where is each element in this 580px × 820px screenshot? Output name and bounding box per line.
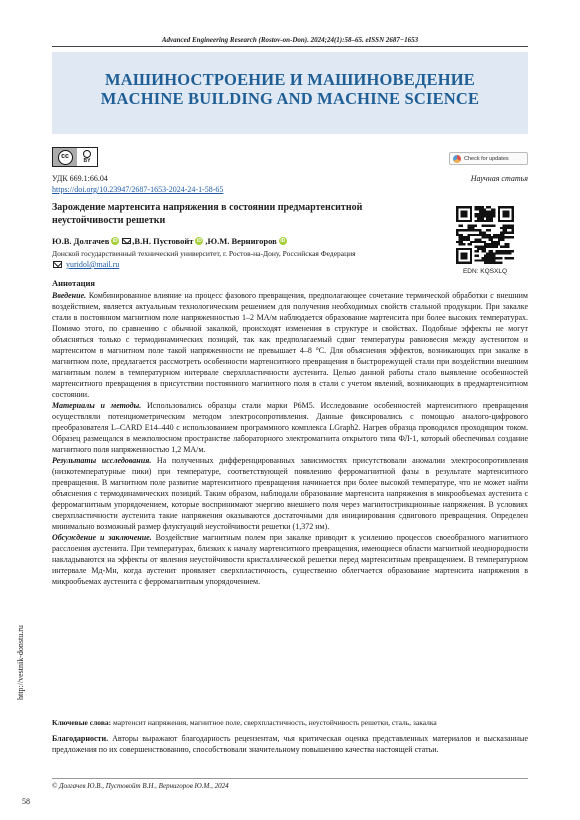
author-line [52,236,289,246]
cc-icon [53,148,77,166]
section-label: Результаты исследования. [52,456,152,465]
check-for-updates-button[interactable] [449,152,528,165]
section-label: Обсуждение и заключение. [52,533,152,542]
qr-code-icon [456,206,514,264]
section-label: Материалы и методы. [52,401,142,410]
abstract-discussion [52,532,528,587]
page-number: 58 [22,797,30,806]
abstract-methods [52,400,528,455]
section-title-en: MACHINE BUILDING AND MACHINE SCIENCE [100,89,480,108]
keywords [52,718,528,728]
keywords-text: мартенсит напряжения, магнитное поле, сверхпластичность, неустойчивость решетки, сталь, закалка [111,718,437,727]
crossmark-icon [453,155,461,163]
abstract-body [52,290,528,587]
paragraph-text: Комбинированное влияние на процесс фазового превращения, предполагающее сочетание термической обработки с внешним воздействием, является актуальным технологическим решением для получения необходимых свойств стальной продукции. При закалке стали в постоянном магнитном поле напряженностью 1–2 МА/м наблюдается образование мартенсита при более высоких температурах. Помимо этого, по сравнению с обычной закалкой, происходят изменения в структуре и свойствах. Подобные эффекты не могут объясняться только с термодинамических позиций, так как предполагаемый сдвиг температуры равновесия между аустенитом и мартенситом в магнитном поле такой напряженности не превышает 4–8 °С. Для объяснения эффектов, возникающих при закалке в магнитном поле, предлагается рассмотреть особенности мартенситного превращения в быстрорежущей стали при воздействии внешним магнитным полем в температурном интервале сверхпластичности аустенита. Целью данной работы стало выявление особенностей мартенситного превращения в присутствии постоянного магнитного поля в стали с учетом явлений, возникающих в предмартенситном состоянии. [52,291,528,399]
article-type: Научная статья [470,174,528,183]
edn-code: EDN: KQSXLQ [462,268,508,275]
cc-logo: cc [58,150,73,165]
udc-code: УДК 669.1:66.04 [52,174,108,183]
person-icon [83,150,91,158]
acknowledgements-label: Благодарности. [52,734,109,743]
journal-url[interactable]: http://vestnik-donstu.ru [16,625,25,700]
article-title: Зарождение мартенсита напряжения в состоянии предмартенситной неустойчивости решетки [52,202,363,226]
paragraph-text: На полученных дифференцированных зависимостях присутствовали аномалии электросопротивления (низкотемпературные пики) при температуре, соответствующей появлению ферромагнитной фазы в результате мартенситного превращения. В магнитном поле развитие мартенситного превращения начинается при более высокой температуре, что не может найти объяснения с термодинамических позиций. Таким образом, наблюдали образование мартенсита напряжения в микрообъемах аустенита с ферромагнитным упорядочением, которые воспринимают энергию внешнего поля через магнитострикционные напряжения. В условиях сверхпластичности аустенита такие напряжения оказываются достаточными для инициирования сдвигового превращения. Определен минимально возможный размер флуктуаций неустойчивости решетки (1,372 нм). [52,456,529,531]
abstract-introduction [52,290,528,400]
footer-rule [52,778,528,779]
by-label: BY [83,158,91,164]
acknowledgements-text: Авторы выражают благодарность рецензентам, чья критическая оценка представленных материалов и высказанные предложения по их совершенствованию, способствовали значительному повышению качества настоящей статьи. [52,734,528,754]
affiliation: Донской государственный технический университет, г. Ростов-на-Дону, Российская Федерация [52,249,356,258]
email-link[interactable]: yuridol@mail.ru [66,260,120,269]
envelope-icon[interactable] [122,238,131,245]
check-for-updates-label: Check for updates [464,155,509,162]
section-banner [52,52,528,134]
paragraph-text: Использовались образцы стали марки Р6М5. Исследование особенностей мартенситного превращения осуществляли потенциометрическим методом электросопротивления. Данные фиксировались с помощью аналого-цифрового преобразователя L–CARD E14–440 с использованием программного комплекса LGraph2. Нагрев образца проводился проходящим током. Образец размещался в межполюсном пространстве лабораторного электромагнита открытого типа ФЛ-1, который обеспечивал создание магнитного поля напряженностью 1,2 МА/м. [52,401,528,454]
author-name: Ю.М. Вернигоров [207,236,277,246]
envelope-icon [53,261,62,268]
paragraph-text: Воздействие магнитным полем при закалке приводит к усилению процессов своеобразного магнитного расслоения аустенита. При температурах, близких к началу мартенситного превращения, имеющиеся области магнитной неоднородности накладываются на эффекты от явления неустойчивости кристаллической решетки перед мартенситным превращением. В температурном интервале Мд-Мн, когда аустенит проявляет сверхпластичность, существенно облегчается образование мартенсита напряжения в микрообъемах аустенита с ферромагнитным упорядочением. [52,533,529,586]
abstract-results [52,455,528,532]
cc-by-license-badge[interactable] [52,147,98,167]
section-label: Введение. [52,291,87,300]
acknowledgements [52,733,528,755]
author-name: Ю.В. Долгачев [52,236,110,246]
orcid-icon[interactable]: iD [196,238,202,244]
by-icon [77,148,97,166]
copyright: © Долгачев Ю.В., Пустовойт В.Н., Вернигоров Ю.М., 2024 [52,782,229,790]
contact-email [52,260,119,269]
journal-header: Advanced Engineering Research (Rostov-on-Don). 2024;24(1):58–65. eISSN 2687−1653 [161,36,419,44]
author-separator: , [205,236,208,246]
author-separator: , [132,236,135,246]
abstract-heading: Аннотация [52,278,95,288]
orcid-icon[interactable]: iD [112,238,118,244]
section-title-ru: МАШИНОСТРОЕНИЕ И МАШИНОВЕДЕНИЕ [105,70,475,89]
author-name: В.Н. Пустовойт [134,236,194,246]
orcid-icon[interactable]: iD [280,238,286,244]
header-rule [52,46,528,47]
keywords-label: Ключевые слова: [52,718,112,727]
doi-link[interactable]: https://doi.org/10.23947/2687-1653-2024-24-1-58-65 [52,185,224,194]
